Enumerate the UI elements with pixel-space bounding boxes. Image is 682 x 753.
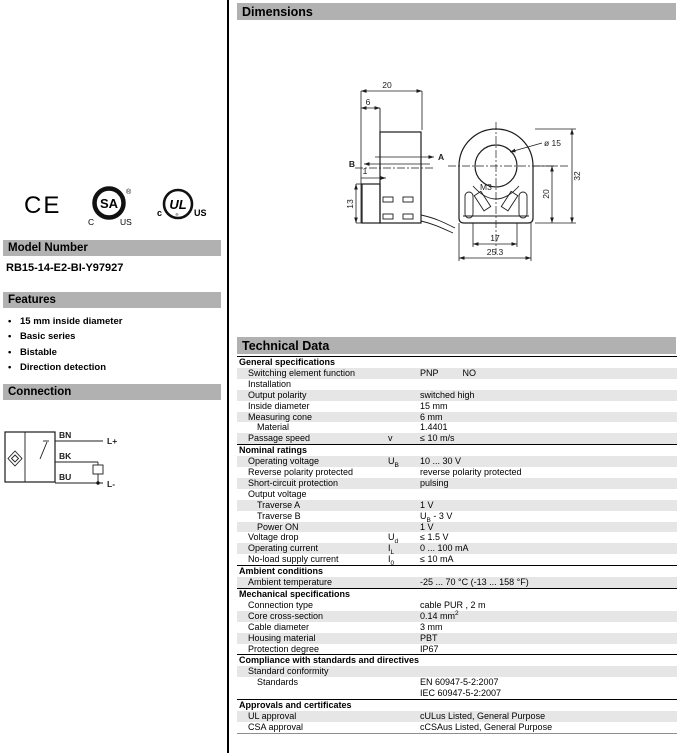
csa-logo-icon xyxy=(86,184,136,228)
spec-label: Passage speed xyxy=(248,433,311,444)
switch-contact xyxy=(40,442,47,459)
spec-row xyxy=(237,543,677,557)
traverse-a-label: A xyxy=(438,152,445,162)
load-resistor xyxy=(93,465,103,474)
features-header xyxy=(3,292,221,308)
spec-label: Protection degree xyxy=(248,643,320,654)
spec-value: 0 ... 100 mA xyxy=(420,543,469,554)
spec-symbol xyxy=(388,422,420,433)
spec-row xyxy=(237,722,677,733)
terminal-lplus-label: L+ xyxy=(107,436,118,446)
dim-side-6: 6 xyxy=(365,97,371,107)
spec-symbol xyxy=(388,600,420,611)
connection-header-label: Connection xyxy=(8,386,72,398)
spec-row xyxy=(237,401,677,412)
spec-value: cULus Listed, General Purpose xyxy=(420,711,546,722)
spec-value: 10 ... 30 V xyxy=(420,456,462,467)
spec-label: Output voltage xyxy=(248,488,307,499)
dim-side-20: 20 xyxy=(382,80,392,90)
spec-label: Voltage drop xyxy=(248,532,299,543)
dim-front-dia15: ø 15 xyxy=(544,138,562,148)
technical-data-header xyxy=(237,337,676,354)
dimensions-drawing xyxy=(330,78,640,268)
spec-symbol xyxy=(388,401,420,412)
spec-value: ≤ 10 mA xyxy=(420,554,454,565)
spec-value: 0.14 $mm^2$ xyxy=(420,609,459,621)
spec-value: 15 mm xyxy=(420,400,448,411)
spec-symbol xyxy=(388,633,420,644)
spec-section-header: Ambient conditions xyxy=(237,565,677,577)
spec-section-header: Mechanical specifications xyxy=(237,588,677,600)
dim-front-32: 32 xyxy=(572,171,582,181)
dim-front-17: 17 xyxy=(490,233,500,243)
dim-front-m3: M3 xyxy=(480,182,492,192)
spec-symbol xyxy=(388,478,420,489)
spec-symbol: $U_B$ xyxy=(388,456,399,470)
spec-value: switched high xyxy=(420,389,475,400)
spec-value: reverse polarity protected xyxy=(420,467,522,478)
spec-row xyxy=(237,611,677,622)
terminal-lminus-label: L- xyxy=(107,479,116,489)
spec-symbol xyxy=(388,577,420,588)
spec-row xyxy=(237,711,677,722)
spec-row xyxy=(237,478,677,489)
spec-label: Reverse polarity protected xyxy=(248,467,354,478)
spec-row xyxy=(237,456,677,470)
spec-symbol xyxy=(388,511,420,522)
spec-symbol xyxy=(388,368,420,379)
connection-header xyxy=(3,384,221,400)
dimensions-header xyxy=(237,3,676,20)
spec-row xyxy=(237,522,677,533)
spec-label: Power ON xyxy=(257,521,299,532)
spec-value xyxy=(420,666,677,677)
wire-bn-label: BN xyxy=(59,430,72,440)
spec-section-header: Compliance with standards and directives xyxy=(237,654,677,666)
spec-symbol xyxy=(388,500,420,511)
ul-us-text: US xyxy=(194,208,207,218)
spec-row xyxy=(237,379,677,390)
csa-mark-text: SA xyxy=(99,196,119,211)
features-header-label: Features xyxy=(8,294,56,306)
spec-label: No-load supply current xyxy=(248,554,339,565)
spec-label: Housing material xyxy=(248,632,316,643)
spec-label: Cable diameter xyxy=(248,621,310,632)
feature-item: • Basic series xyxy=(6,329,218,344)
spec-row xyxy=(237,467,677,478)
spec-symbol xyxy=(388,611,420,622)
spec-value: cable PUR , 2 m xyxy=(420,600,486,611)
model-number-header-label: Model Number xyxy=(8,242,88,254)
spec-value: pulsing xyxy=(420,478,449,489)
feature-item: • Bistable xyxy=(6,345,218,360)
spec-value: 1.4401 xyxy=(420,422,448,433)
spec-label: Measuring cone xyxy=(248,411,313,422)
model-number-value: RB15-14-E2-BI-Y97927 xyxy=(6,262,124,274)
front-view xyxy=(448,122,582,261)
spec-symbol xyxy=(388,390,420,401)
feature-item: • Direction detection xyxy=(6,360,218,375)
cable-line xyxy=(421,221,453,233)
spec-label: Operating voltage xyxy=(248,456,320,467)
spec-row xyxy=(237,644,677,655)
spec-value: cCSAus Listed, General Purpose xyxy=(420,722,553,733)
spec-section-header: General specifications xyxy=(237,356,677,368)
spec-row xyxy=(237,433,677,444)
technical-data-header-label: Technical Data xyxy=(242,338,330,353)
spec-row xyxy=(237,412,677,423)
spec-symbol: $U_d$ xyxy=(388,532,399,546)
dim-side-13: 13 xyxy=(345,199,355,209)
traverse-b-label: B xyxy=(348,159,355,169)
spec-value: 1 V xyxy=(420,499,434,510)
spec-label: Connection type xyxy=(248,600,314,611)
technical-data-table xyxy=(237,356,677,734)
spec-label: Operating current xyxy=(248,543,319,554)
spec-row xyxy=(237,622,677,633)
spec-value: EN 60947-5-2:2007 IEC 60947-5-2:2007 xyxy=(420,677,502,699)
spec-section-header: Nominal ratings xyxy=(237,444,677,456)
feature-item: • 15 mm inside diameter xyxy=(6,314,218,329)
ce-logo-icon xyxy=(22,188,64,220)
spec-row xyxy=(237,422,677,433)
spec-row xyxy=(237,532,677,546)
spec-value: IP67 xyxy=(420,643,439,654)
spec-row xyxy=(237,511,677,522)
sensor-symbol-icon xyxy=(8,451,22,466)
spec-symbol xyxy=(388,677,420,699)
spec-label: Ambient temperature xyxy=(248,577,333,588)
junction-dot xyxy=(96,481,99,484)
spec-symbol: $I_L$ xyxy=(388,543,395,557)
spec-symbol xyxy=(388,711,420,722)
spec-value: 1 V xyxy=(420,521,434,532)
spec-value: ≤ 1.5 V xyxy=(420,532,449,543)
spec-symbol xyxy=(388,379,420,390)
spec-value: PNP NO xyxy=(420,368,477,378)
ul-c-text: c xyxy=(157,208,163,218)
spec-row xyxy=(237,666,677,677)
spec-symbol: $I_0$ xyxy=(388,554,395,568)
spec-row xyxy=(237,489,677,500)
spec-label: Material xyxy=(257,422,290,433)
spec-label: Traverse B xyxy=(257,510,301,521)
spec-symbol: v xyxy=(388,433,393,444)
spec-value xyxy=(420,379,677,390)
csa-c-text: C xyxy=(88,217,95,227)
spec-row xyxy=(237,577,677,588)
spec-label: Installation xyxy=(248,378,292,389)
spec-section-header: Approvals and certificates xyxy=(237,699,677,711)
spec-row xyxy=(237,368,677,379)
spec-symbol xyxy=(388,666,420,677)
spec-label: Standards xyxy=(257,677,299,688)
dim-front-25-3: 25.3 xyxy=(486,247,504,257)
ul-reg-text: ® xyxy=(175,212,179,217)
spec-row xyxy=(237,500,677,511)
ul-mark-text: UL xyxy=(169,197,187,212)
csa-us-text: US xyxy=(120,217,132,227)
side-view xyxy=(345,80,455,233)
spec-label: Short-circuit protection xyxy=(248,478,339,489)
spec-row xyxy=(237,390,677,401)
model-number-header xyxy=(3,240,221,256)
spec-value: 6 mm xyxy=(420,411,443,422)
column-divider xyxy=(227,0,229,753)
wire-bu-label: BU xyxy=(59,472,72,482)
ce-logo-text: CE xyxy=(24,192,62,219)
connection-diagram xyxy=(3,425,213,500)
table-bottom-rule xyxy=(237,733,677,734)
spec-label: Inside diameter xyxy=(248,400,310,411)
dimensions-header-label: Dimensions xyxy=(242,4,313,19)
spec-value: -25 ... 70 °C (-13 ... 158 °F) xyxy=(420,577,529,588)
spec-label: Switching element function xyxy=(248,368,356,378)
features-list xyxy=(6,314,218,375)
spec-value: PBT xyxy=(420,632,438,643)
spec-row xyxy=(237,677,677,699)
spec-row xyxy=(237,633,677,644)
spec-value: $U_B - 3$ V xyxy=(420,510,453,524)
spec-value: ≤ 10 m/s xyxy=(420,433,455,444)
spec-label: Output polarity xyxy=(248,389,307,400)
dim-side-1: 1 xyxy=(362,166,368,176)
spec-row xyxy=(237,554,677,568)
spec-label: CSA approval xyxy=(248,722,304,733)
wire-bk-label: BK xyxy=(59,451,72,461)
spec-symbol xyxy=(388,722,420,733)
spec-symbol xyxy=(388,412,420,423)
spec-value: 3 mm xyxy=(420,621,443,632)
csa-reg-text: ® xyxy=(126,189,132,196)
spec-label: UL approval xyxy=(248,711,297,722)
spec-symbol xyxy=(388,489,420,500)
ul-logo-icon xyxy=(150,188,208,222)
spec-symbol xyxy=(388,467,420,478)
spec-symbol xyxy=(388,622,420,633)
spec-label: Standard conformity xyxy=(248,666,329,677)
spec-symbol xyxy=(388,522,420,533)
spec-symbol xyxy=(388,644,420,655)
spec-label: Traverse A xyxy=(257,499,301,510)
spec-label: Core cross-section xyxy=(248,610,324,621)
spec-value xyxy=(420,489,677,500)
dim-front-20: 20 xyxy=(541,189,551,199)
